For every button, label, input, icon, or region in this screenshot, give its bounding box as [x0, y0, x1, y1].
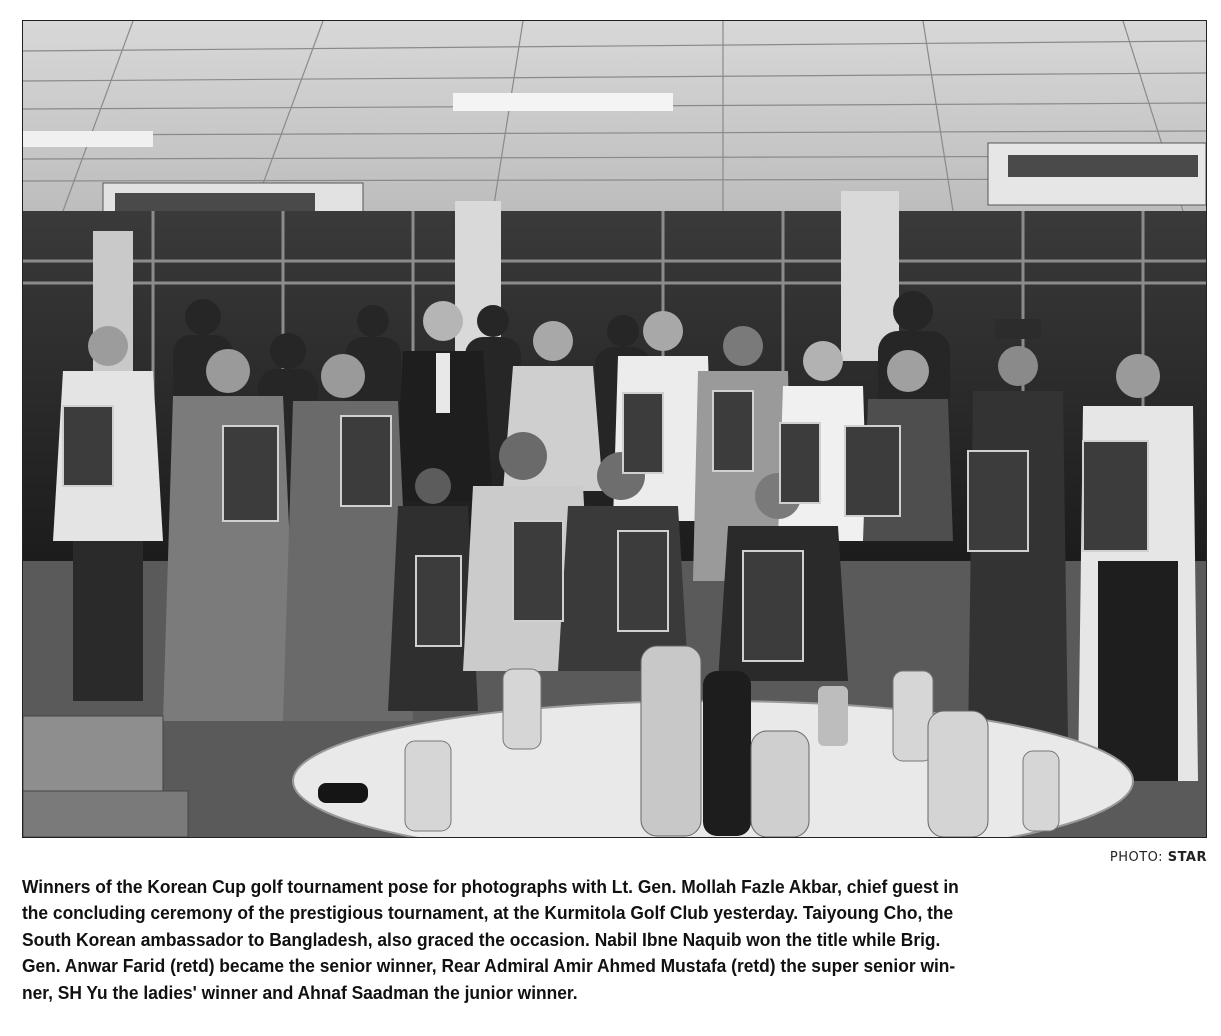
caption-line: Winners of the Korean Cup golf tournament pose for photographs with Lt. Gen. Mollah Fazle Akbar, chief guest in [22, 876, 959, 897]
photo-caption [22, 874, 1122, 1006]
caption-line: South Korean ambassador to Bangladesh, also graced the occasion. Nabil Ibne Naquib won the title while Brig. [22, 928, 941, 950]
news-photo [22, 20, 1207, 838]
photo-credit [1110, 850, 1207, 865]
photo-credit-prefix: PHOTO: [1109, 850, 1164, 865]
caption-line: ner, SH Yu the ladies' winner and Ahnaf Saadman the junior winner. [22, 981, 578, 1003]
caption-line: the concluding ceremony of the prestigious tournament, at the Kurmitola Golf Club yesterday. Taiyoung Cho, the [22, 902, 954, 924]
photo-illustration [23, 21, 1206, 837]
caption-line: Gen. Anwar Farid (retd) became the senior winner, Rear Admiral Amir Ahmed Mustafa (retd) the super senior win- [22, 955, 956, 977]
photo-credit-source: STAR [1167, 850, 1207, 865]
